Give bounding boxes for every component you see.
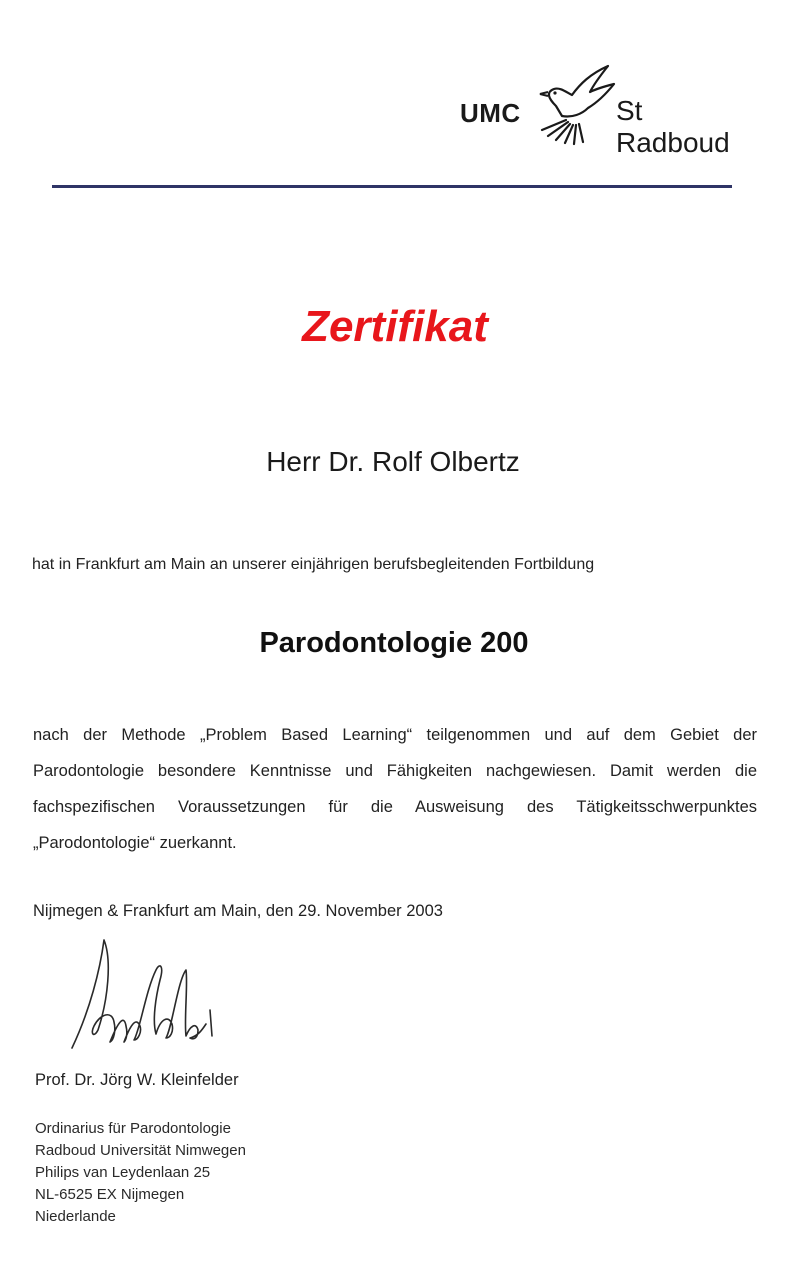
dove-icon	[528, 62, 618, 148]
signer-address	[35, 1118, 246, 1228]
address-line: Ordinarius für Parodontologie	[35, 1120, 231, 1137]
certificate-title: Zertifikat	[302, 302, 488, 351]
logo-st-radboud-text: St Radboud	[616, 95, 730, 158]
umc-st-radboud-logo	[458, 62, 758, 158]
address-line: Philips van Leydenlaan 25	[35, 1164, 211, 1181]
address-line: NL-6525 EX Nijmegen	[35, 1186, 185, 1203]
place-and-date: Nijmegen & Frankfurt am Main, den 29. November 2003	[33, 902, 443, 920]
signer-name: Prof. Dr. Jörg W. Kleinfelder	[35, 1071, 239, 1089]
handwritten-signature	[60, 930, 250, 1070]
header-divider	[52, 185, 732, 188]
logo-umc-text: UMC	[460, 98, 521, 128]
recipient-name: Herr Dr. Rolf Olbertz	[266, 446, 520, 477]
address-line: Radboud Universität Nimwegen	[35, 1142, 246, 1159]
address-line: Niederlande	[35, 1208, 116, 1225]
certificate-body: nach der Methode „Problem Based Learning“ teilgenommen und auf dem Gebiet der Parodontologie besondere Kenntnisse und Fähigkeiten nachgewiesen. Damit werden die fachspezifischen Voraussetzungen für die Ausweisung des Tätigkeitsschwerpunktes „Parodontologie“ zuerkannt.	[33, 726, 757, 852]
intro-text: hat in Frankfurt am Main an unserer einjährigen berufsbegleitenden Fortbildung	[32, 556, 595, 573]
course-name: Parodontologie 200	[259, 627, 529, 659]
